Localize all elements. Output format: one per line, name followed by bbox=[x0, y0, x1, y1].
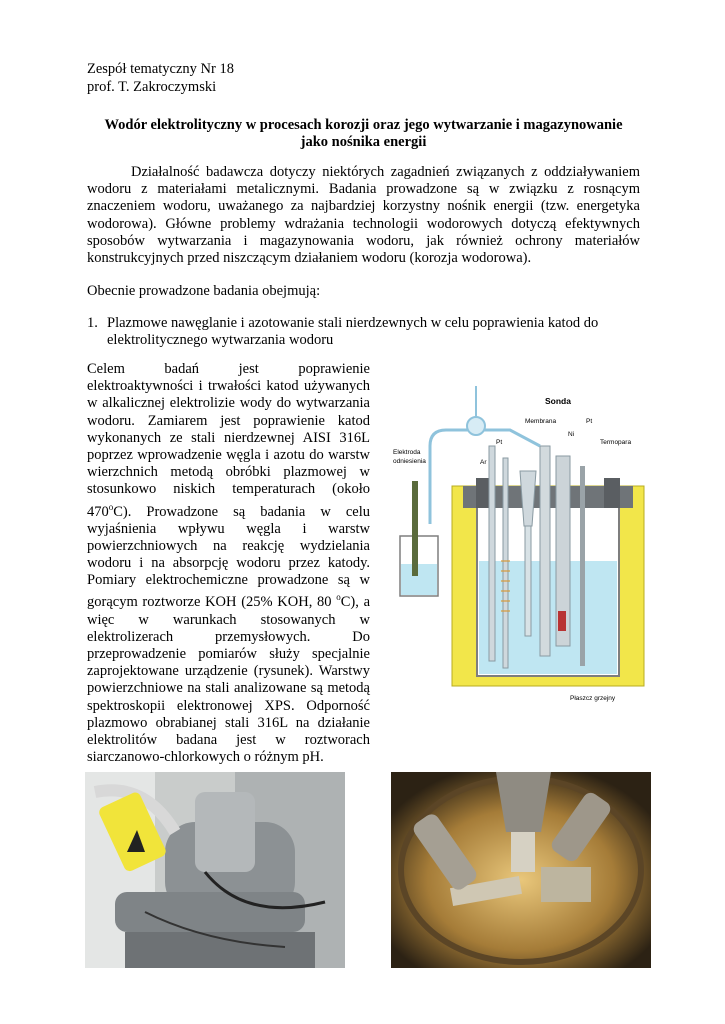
cathode-sample bbox=[558, 611, 566, 631]
tube-1 bbox=[489, 446, 495, 661]
label-pt-left: Pt bbox=[496, 439, 503, 446]
glass-bridge-right bbox=[474, 430, 540, 446]
professor-label: prof. T. Zakroczymski bbox=[87, 79, 217, 95]
thermocouple-rod bbox=[580, 466, 585, 666]
photo-chamber-drawing bbox=[391, 772, 651, 968]
label-ar: Ar bbox=[480, 459, 487, 466]
label-ni: Ni bbox=[568, 431, 575, 438]
label-termopara: Termopara bbox=[600, 439, 632, 446]
apparatus-diagram bbox=[390, 386, 650, 708]
label-pt-right: Pt bbox=[586, 418, 593, 425]
intro-paragraph: Działalność badawcza dotyczy niektórych zagadnień związanych z oddziaływaniem wodoru z materiałami metalicznymi. Badania prowadzone są w związku z rosnącym znaczeniem wodoru, uważanego za najbardziej korzystny nośnik energii (tzw. energetyka wodorowa). Główne problemy wdrażania technologii wodorowych dotyczą efektywnych sposobów wytwarzania i magazynowania wodoru, jak również ochrony materiałów konstrukcyjnych przed niszczącym działaniem wodoru (korozja wodorowa). bbox=[87, 164, 640, 267]
label-odniesienia: odniesienia bbox=[393, 458, 426, 465]
title-line-2: jako nośnika energii bbox=[300, 134, 427, 150]
label-plaszcz: Płaszcz grzejny bbox=[570, 695, 616, 702]
photo-equipment-drawing bbox=[85, 772, 345, 968]
tube-2 bbox=[503, 458, 508, 668]
body-part-3: C), a więc w warunkach stosowanych w elektrolizerach przemysłowych. Do przeprowadzenie pomiarów służy specjalnie zaprojektowane urządzenie (rysunek). Warstwy powierzchniowe na stali analizowane są metodą spektroskopii elektronowej XPS. Odporność plazmowo obrabianej stali 316L na działanie elektrolitów badana jest w roztworach siarczanowo-chlorkowych o różnym pH. bbox=[87, 594, 371, 766]
label-elektroda: Elektroda bbox=[393, 449, 421, 456]
degree-sup-2: o bbox=[336, 592, 341, 603]
photo-equipment bbox=[85, 772, 345, 968]
funnel-stem bbox=[525, 526, 531, 636]
photo-chamber bbox=[391, 772, 651, 968]
current-research-heading: Obecnie prowadzone badania obejmują: bbox=[87, 283, 321, 299]
body-part-1: Celem badań jest poprawienie elektroaktywności i trwałości katod używanych w alkalicznej elektrolizie wody do wytwarzania wodoru. Zamiarem jest poprawienie katod wykonanych ze stali nierdzewnej AISI 316L poprzez wprowadzenie węgla i azotu do warstw wierzchnich metodą obróbki plazmowej w stosunkowo niskich temperaturach (około 470 bbox=[87, 361, 370, 520]
body-column bbox=[87, 361, 370, 766]
list-item-text: Plazmowe nawęglanie i azotowanie stali nierdzewnych w celu poprawienia katod do elektrolitycznego wytwarzania wodoru bbox=[107, 315, 599, 349]
body-part-2: C). Prowadzone są badania w celu wyjaśnienia wpływu węgla i warstw powierzchniowych na reakcję wydzielania wodoru i na absorpcję wodoru przez katody. Pomiary elektrochemiczne prowadzone są w gorącym roztworze KOH (25% KOH, 80 bbox=[87, 503, 370, 611]
list-item-number: 1. bbox=[87, 315, 98, 331]
page-title bbox=[87, 117, 640, 151]
degree-sup-1: o bbox=[108, 501, 114, 512]
reference-liquid bbox=[401, 564, 437, 595]
stopcock-icon bbox=[467, 417, 485, 435]
probe-sheath bbox=[540, 446, 550, 656]
title-line-1: Wodór elektrolityczny w procesach korozji oraz jego wytwarzanie i magazynowanie bbox=[104, 117, 623, 133]
lid-bolt-right bbox=[604, 478, 620, 508]
label-membrana: Membrana bbox=[525, 418, 557, 425]
team-label: Zespół tematyczny Nr 18 bbox=[87, 61, 234, 77]
reference-electrode bbox=[412, 481, 418, 576]
label-sonda: Sonda bbox=[545, 396, 571, 406]
